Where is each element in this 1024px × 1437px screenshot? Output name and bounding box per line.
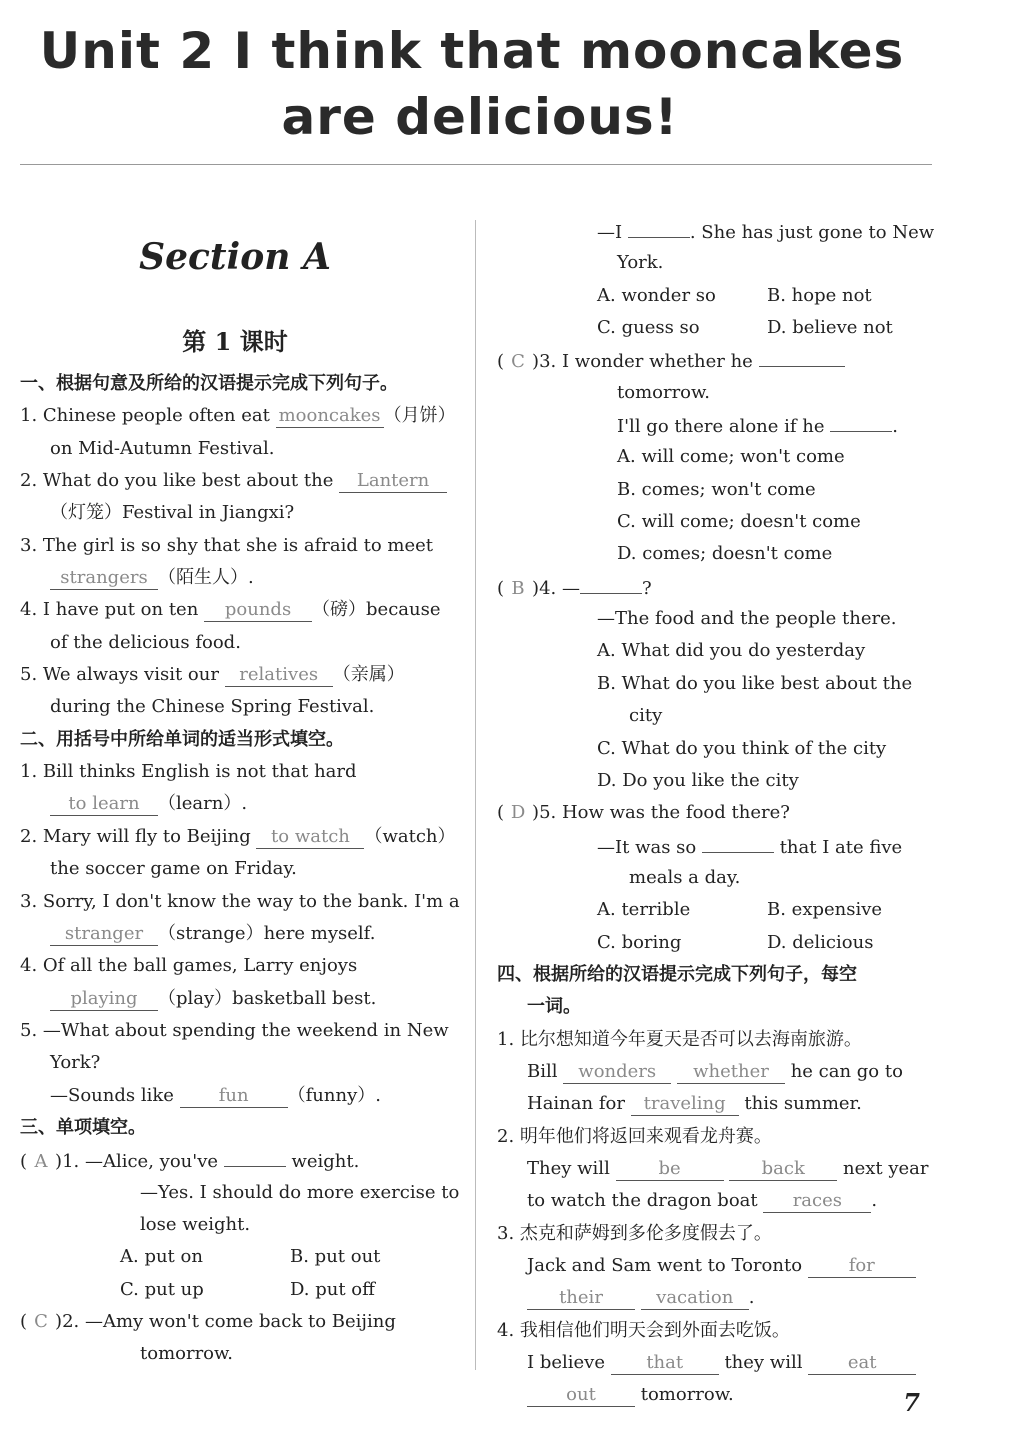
left-line	[20, 627, 454, 659]
line-text: to watch the dragon boat	[527, 1190, 764, 1212]
line-text: tomorrow.	[617, 381, 711, 403]
line-text: C. will come; doesn't come	[617, 511, 861, 533]
right-line	[497, 1347, 931, 1379]
right-line	[497, 1153, 931, 1185]
right-line	[497, 280, 931, 312]
answer-blank: mooncakes	[276, 405, 384, 428]
line-text: . She has just gone to New	[689, 222, 935, 243]
line-text: Bill	[527, 1060, 564, 1082]
left-line	[20, 788, 454, 820]
left-line	[20, 1015, 454, 1047]
right-line	[497, 635, 931, 667]
right-line	[497, 1024, 931, 1056]
right-line	[497, 765, 931, 797]
line-text: 4. Of all the ball games, Larry enjoys	[20, 955, 358, 977]
line-text: next year	[837, 1157, 929, 1179]
right-column	[497, 215, 935, 1412]
left-line	[20, 1338, 454, 1370]
line-text: 三、单项填空。	[20, 1116, 146, 1138]
answer-blank	[702, 830, 774, 853]
paren-close: )	[532, 351, 540, 373]
paren-close: )	[55, 1151, 63, 1173]
line-text: during the Chinese Spring Festival.	[50, 696, 375, 718]
column-divider	[475, 220, 476, 1370]
right-line	[497, 1056, 931, 1088]
line-text: 3. 杰克和萨姆到多伦多度假去了。	[497, 1222, 772, 1244]
line-text: （陌生人）.	[158, 567, 254, 589]
line-text: 2. Mary will fly to Beijing	[20, 825, 257, 847]
line-text: 二、用括号中所给单词的适当形式填空。	[20, 728, 344, 750]
line-text: he can go to	[784, 1060, 903, 1082]
answer-blank: to learn	[50, 793, 158, 816]
option: B. expensive	[767, 899, 883, 921]
left-line	[20, 465, 454, 497]
right-line	[497, 247, 931, 279]
line-text: They will	[527, 1157, 616, 1179]
line-text: weight.	[285, 1151, 360, 1173]
line-text: 3. Sorry, I don't know the way to the bank. I'm a	[20, 890, 460, 912]
answer-blank: out	[527, 1384, 635, 1407]
left-line	[20, 1306, 454, 1338]
left-line	[20, 950, 454, 982]
answer-blank: races	[763, 1190, 871, 1213]
line-text: C. What do you think of the city	[597, 737, 887, 759]
unit-title-line2: are delicious!	[281, 88, 679, 146]
answer-blank	[224, 1144, 286, 1167]
line-text: （play）basketball best.	[158, 987, 377, 1009]
answer-blank	[830, 409, 892, 432]
left-line	[20, 918, 454, 950]
line-text: 4. —	[539, 577, 580, 599]
paren-open: (	[20, 1310, 28, 1332]
left-line	[20, 1274, 454, 1306]
left-line	[20, 886, 460, 918]
right-line	[497, 571, 931, 603]
right-line	[497, 894, 931, 926]
line-text: A. will come; won't come	[617, 446, 845, 468]
line-text: B. What do you like best about the	[597, 672, 913, 694]
answer-blank: Lantern	[339, 470, 447, 493]
answer-blank	[628, 215, 690, 238]
line-text: 一词。	[527, 996, 581, 1018]
left-line	[20, 400, 454, 432]
line-text: York?	[50, 1052, 101, 1074]
line-text: —Sounds like	[50, 1084, 180, 1106]
answer-blank: that	[611, 1352, 719, 1375]
paren-open: (	[20, 1151, 28, 1173]
line-text: 3. The girl is so shy that she is afraid to meet	[20, 534, 434, 556]
right-line	[497, 441, 931, 473]
line-text: Jack and Sam went to Toronto	[527, 1255, 808, 1276]
line-text: the soccer game on Friday.	[50, 858, 297, 880]
right-line	[497, 1250, 931, 1282]
option: A. wonder so	[597, 284, 716, 306]
right-line	[497, 927, 931, 959]
right-line	[497, 1379, 931, 1411]
answer-blank: relatives	[225, 664, 333, 687]
line-text: they will	[718, 1352, 809, 1374]
line-text: tomorrow.	[140, 1343, 234, 1365]
answer-key: D	[510, 802, 526, 824]
left-line	[20, 659, 454, 691]
line-text: 4. I have put on ten	[20, 599, 205, 621]
line-text: 1. —Alice, you've	[62, 1151, 224, 1173]
answer-blank: eat	[808, 1352, 916, 1375]
answer-blank: back	[729, 1158, 837, 1181]
right-line	[497, 377, 931, 409]
right-line	[497, 506, 931, 538]
line-text: lose weight.	[140, 1213, 251, 1235]
option: C. guess so	[597, 317, 700, 339]
answer-blank: their	[527, 1287, 635, 1310]
right-line	[497, 700, 931, 732]
left-line	[20, 691, 454, 723]
right-line	[497, 733, 931, 765]
line-text: （磅）because	[312, 599, 441, 621]
line-text: city	[629, 705, 663, 727]
right-line	[497, 668, 931, 700]
option: D. put off	[290, 1278, 375, 1300]
left-line	[20, 1241, 454, 1273]
line-text: （strange）here myself.	[158, 922, 376, 944]
paren-open: (	[497, 351, 505, 373]
answer-blank: wonders	[563, 1061, 671, 1084]
answer-blank: fun	[180, 1085, 288, 1108]
line-text: —I	[597, 222, 628, 243]
option: B. hope not	[767, 284, 872, 306]
line-text: —It was so	[597, 836, 702, 858]
left-line	[20, 433, 454, 465]
option: C. boring	[597, 931, 682, 953]
paren-close: )	[532, 577, 540, 599]
left-heading	[20, 724, 454, 756]
right-line	[497, 1088, 931, 1120]
right-line	[497, 538, 931, 570]
left-line	[20, 1144, 454, 1176]
right-line	[497, 474, 931, 506]
left-line	[20, 1047, 454, 1079]
line-text: 1. Bill thinks English is not that hard	[20, 761, 357, 783]
right-heading	[497, 991, 931, 1023]
option: A. put on	[120, 1246, 203, 1268]
left-line	[20, 1209, 454, 1241]
line-text: （灯笼）Festival in Jiangxi?	[50, 502, 295, 524]
option: A. terrible	[597, 899, 691, 921]
answer-blank	[759, 344, 845, 367]
left-line	[20, 821, 454, 853]
left-line	[20, 1177, 460, 1209]
answer-key: C	[34, 1310, 48, 1332]
line-text: —The food and the people there.	[597, 608, 897, 630]
answer-blank: for	[808, 1255, 916, 1278]
left-line	[20, 853, 454, 885]
line-text: ?	[641, 577, 652, 599]
line-text: 5. —What about spending the weekend in New	[20, 1019, 449, 1041]
right-line	[497, 862, 931, 894]
line-text: 2. —Amy won't come back to Beijing	[62, 1310, 396, 1332]
left-line	[20, 562, 454, 594]
left-heading	[20, 1112, 454, 1144]
left-line	[20, 1080, 454, 1112]
line-text: meals a day.	[629, 866, 741, 888]
lesson-heading: 第 1 课时	[182, 327, 288, 356]
line-text: I'll go there alone if he	[617, 416, 831, 438]
answer-blank: whether	[677, 1061, 785, 1084]
right-line	[497, 797, 931, 829]
option: D. delicious	[767, 931, 874, 953]
line-text: 1. Chinese people often eat	[20, 405, 276, 427]
line-text: .	[748, 1287, 755, 1309]
paren-close: )	[532, 802, 540, 824]
line-text: （learn）.	[158, 793, 248, 815]
answer-blank: to watch	[256, 826, 364, 849]
right-line	[497, 344, 931, 376]
line-text: 2. 明年他们将返回来观看龙舟赛。	[497, 1125, 772, 1147]
answer-key: B	[511, 577, 525, 599]
answer-key: A	[34, 1151, 48, 1173]
right-heading	[497, 959, 931, 991]
answer-blank: traveling	[631, 1093, 739, 1116]
right-line	[497, 1121, 931, 1153]
line-text: 1. 比尔想知道今年夏天是否可以去海南旅游。	[497, 1028, 862, 1050]
left-line	[20, 756, 454, 788]
right-line	[497, 1315, 931, 1347]
answer-blank	[580, 571, 642, 594]
line-text: （亲属）	[332, 664, 405, 686]
right-line	[497, 1282, 931, 1314]
answer-blank: be	[616, 1158, 724, 1181]
line-text: （watch）	[364, 825, 456, 847]
line-text: .	[871, 1190, 878, 1212]
page-number: 7	[903, 1388, 920, 1417]
right-line	[497, 312, 931, 344]
line-text: 四、根据所给的汉语提示完成下列句子，每空	[497, 963, 857, 985]
answer-blank: stranger	[50, 923, 158, 946]
paren-open: (	[497, 577, 505, 599]
section-heading: Section A	[139, 236, 331, 278]
right-line	[497, 1218, 931, 1250]
line-text: 4. 我相信他们明天会到外面去吃饭。	[497, 1319, 790, 1341]
line-text: 5. How was the food there?	[539, 802, 790, 824]
right-line	[497, 830, 931, 862]
line-text: 5. We always visit our	[20, 664, 225, 686]
option: D. believe not	[767, 317, 893, 339]
line-text: 一、根据句意及所给的汉语提示完成下列句子。	[20, 373, 398, 394]
left-line	[20, 497, 454, 529]
left-heading	[20, 368, 454, 400]
left-column	[20, 368, 460, 1371]
line-text: —Yes. I should do more exercise to	[140, 1181, 460, 1203]
line-text: of the delicious food.	[50, 631, 241, 653]
line-text: 2. What do you like best about the	[20, 470, 340, 492]
left-line	[20, 983, 454, 1015]
left-line	[20, 594, 454, 626]
line-text: on Mid-Autumn Festival.	[50, 437, 275, 459]
answer-blank: pounds	[204, 599, 312, 622]
line-text: （funny）.	[287, 1084, 381, 1106]
left-line	[20, 530, 454, 562]
answer-key: C	[511, 351, 525, 373]
option: C. put up	[120, 1278, 204, 1300]
answer-blank: strangers	[50, 567, 158, 590]
line-text: this summer.	[738, 1093, 862, 1115]
line-text: York.	[617, 252, 664, 274]
line-text: （月饼）	[383, 405, 456, 427]
right-line	[497, 1185, 931, 1217]
line-text: B. comes; won't come	[617, 478, 816, 500]
line-text: tomorrow.	[635, 1384, 734, 1406]
line-text: A. What did you do yesterday	[597, 640, 866, 662]
right-line	[497, 409, 931, 441]
paren-close: )	[55, 1310, 63, 1332]
line-text: 3. I wonder whether he	[539, 351, 759, 373]
option: B. put out	[290, 1246, 381, 1268]
right-line	[497, 215, 935, 247]
unit-title-line1: Unit 2 I think that mooncakes	[39, 22, 905, 80]
paren-open: (	[497, 802, 505, 824]
title-divider	[20, 164, 932, 165]
line-text: that I ate five	[773, 836, 903, 858]
right-line	[497, 603, 931, 635]
line-text: D. comes; doesn't come	[617, 543, 833, 565]
answer-blank: playing	[50, 988, 158, 1011]
line-text: D. Do you like the city	[597, 769, 799, 791]
answer-blank: vacation	[641, 1287, 749, 1310]
line-text: .	[892, 416, 898, 438]
line-text: Hainan for	[527, 1093, 631, 1115]
line-text: I believe	[527, 1352, 611, 1374]
